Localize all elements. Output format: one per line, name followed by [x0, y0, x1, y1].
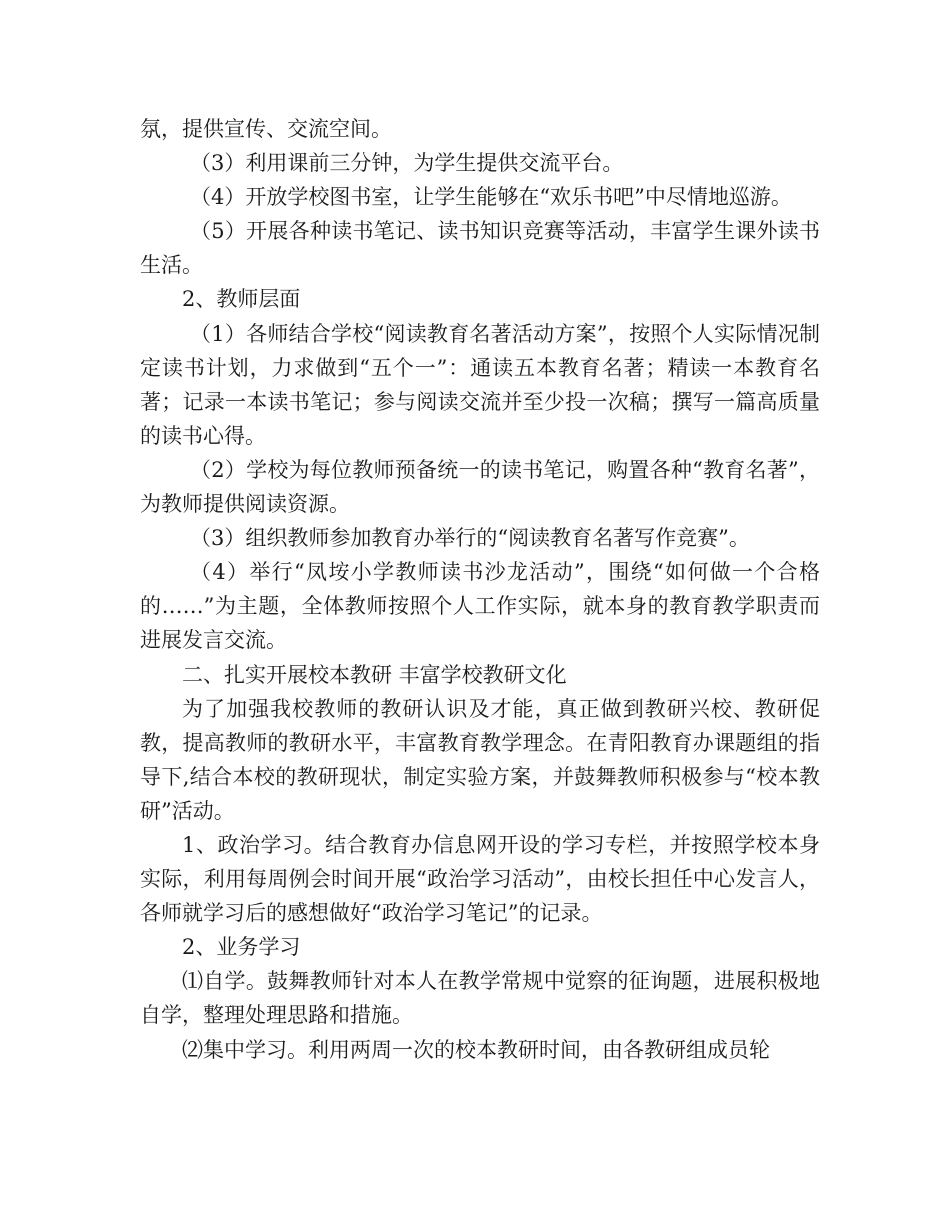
paragraph-teacher-item-2: （2）学校为每位教师预备统一的读书笔记，购置各种“教育名著”，为教师提供阅读资源。	[140, 457, 820, 517]
paragraph-student-item-5: （5）开展各种读书笔记、读书知识竞赛等活动，丰富学生课外读书生活。	[140, 219, 820, 278]
heading-teacher-level: 2、教师层面	[182, 287, 301, 312]
paragraph-self-study: ⑴自学。鼓舞教师针对本人在教学常规中觉察的征询题，进展积极地自学，整理处理思路和措施。	[140, 969, 820, 1028]
paragraph-teacher-item-3: （3）组织教师参加教育办举行的“阅读教育名著写作竞赛”。	[190, 526, 750, 551]
paragraph-continuation: 氛，提供宣传、交流空间。	[140, 117, 392, 141]
document-body	[140, 112, 820, 1067]
paragraph-political-study: 1、政治学习。结合教育办信息网开设的学习专栏，并按照学校本身实际，利用每周例会时间开展“政治学习活动”，由校长担任中心发言人，各师就学习后的感想做好“政治学习笔记”的记录。	[140, 832, 820, 926]
heading-section-two: 二、扎实开展校本教研 丰富学校教研文化	[182, 662, 567, 687]
paragraph-section-two-intro: 为了加强我校教师的教研认识及才能，真正做到教研兴校、教研促教，提高教师的教研水平，丰富教育教学理念。在青阳教育办课题组的指导下,结合本校的教研现状，制定实验方案，并鼓舞教师积极参与“校本教研”活动。	[140, 696, 820, 823]
paragraph-student-item-3: （3）利用课前三分钟，为学生提供交流平台。	[190, 151, 624, 176]
paragraph-teacher-item-4: （4）举行“凤垵小学教师读书沙龙活动”，围绕“如何做一个合格的……”为主题，全体教师按照个人工作实际，就本身的教育教学职责而进展发言交流。	[140, 560, 820, 653]
paragraph-teacher-item-1: （1）各师结合学校“阅读教育名著活动方案”，按照个人实际情况制定读书计划，力求做到“五个一”：通读五本教育名著；精读一本教育名著；记录一本读书笔记；参与阅读交流并至少投一次稿；撰写一篇高质量的读书心得。	[140, 321, 820, 448]
heading-business-study: 2、业务学习	[182, 935, 301, 960]
paragraph-group-study: ⑵集中学习。利用两周一次的校本教研时间，由各教研组成员轮	[182, 1037, 770, 1062]
paragraph-student-item-4: （4）开放学校图书室，让学生能够在“欢乐书吧”中尽情地巡游。	[190, 185, 792, 210]
